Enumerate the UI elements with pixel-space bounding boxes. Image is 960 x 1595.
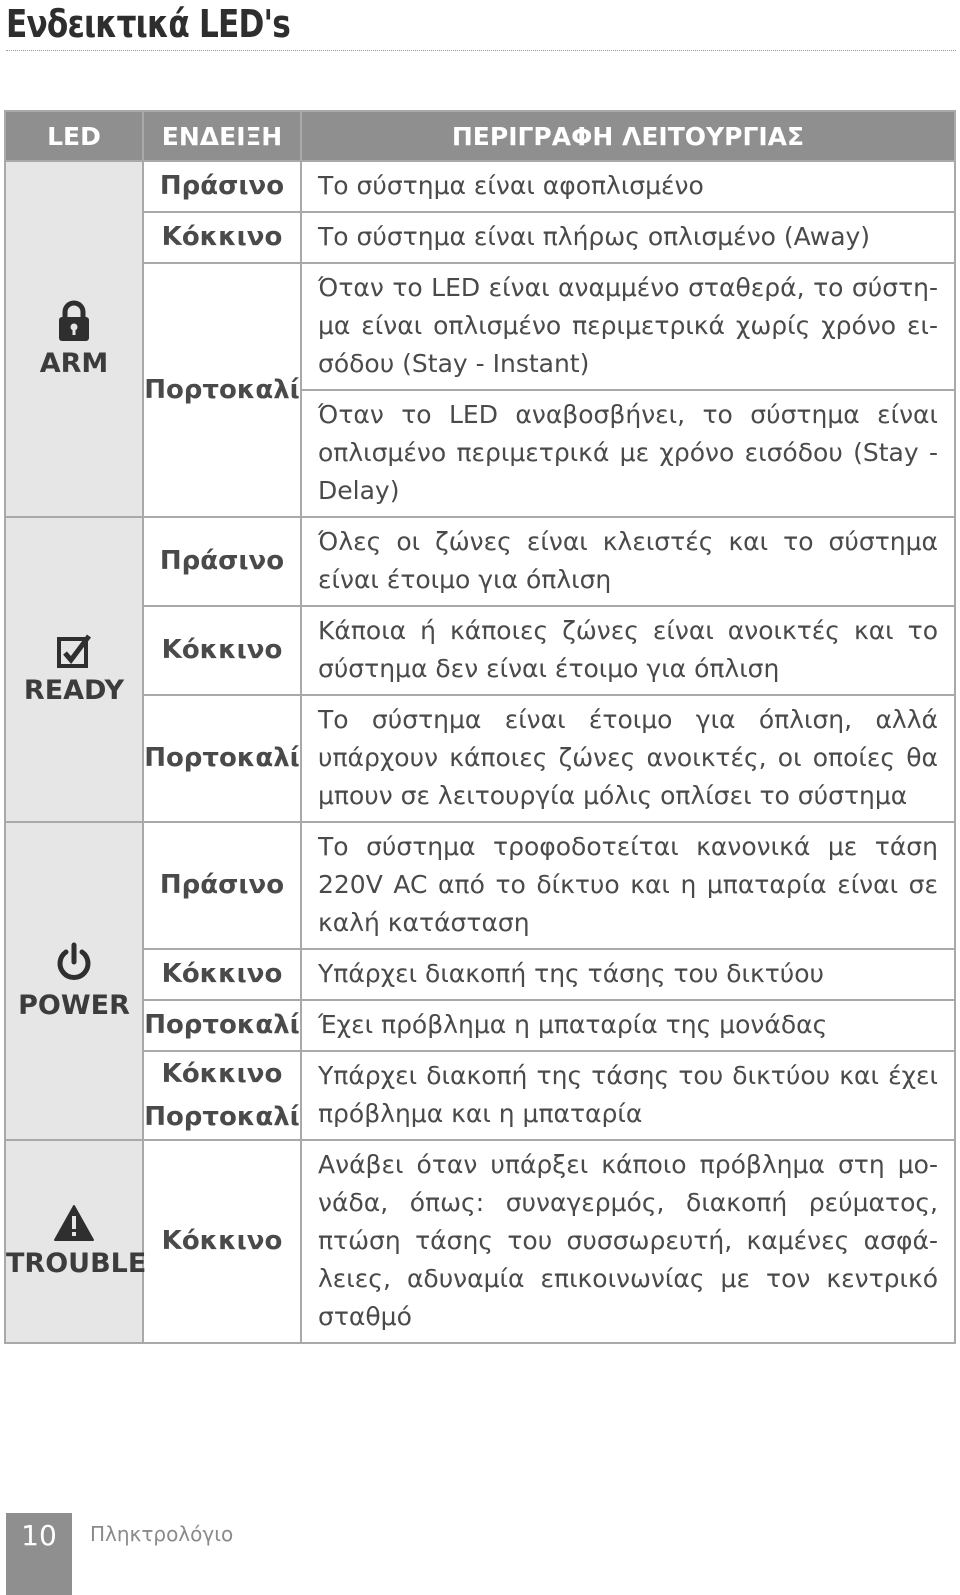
led-label-trouble: TROUBLE	[6, 1248, 147, 1279]
led-cell-arm	[5, 161, 143, 517]
description-cell: Υπάρχει διακοπή της τάσης του δικτύου	[301, 949, 955, 1000]
description-cell: Υπάρχει διακοπή της τάσης του δικτύου και έχει πρόβλημα και η μπαταρία	[301, 1051, 955, 1140]
table-row	[5, 606, 955, 695]
indication-line: Πορτοκαλί	[144, 1101, 300, 1132]
indication-cell: Πράσινο	[143, 822, 301, 949]
led-cell-power	[5, 822, 143, 1140]
led-label-power: POWER	[18, 989, 130, 1021]
led-table	[4, 110, 956, 1344]
description-cell: Έχει πρόβλημα η μπαταρία της μονάδας	[301, 1000, 955, 1051]
description-cell: Το σύστημα είναι έτοιμο για όπλιση, αλλά υπάρχουν κάποιες ζώνες ανοικτές, οι οποίες θα μπουν σε λειτουργία μόλις οπλίσει το σύστημα	[301, 695, 955, 822]
description-cell: Όταν το LED αναβοσβήνει, το σύστημα είναι οπλισμένο περιμετρικά με χρόνο εισόδου (Stay - Delay)	[301, 390, 955, 517]
page-number-box	[6, 1513, 72, 1595]
page-title: Ενδεικτικά LED's	[6, 2, 290, 46]
table-row	[5, 212, 955, 263]
header-description: ΠΕΡΙΓΡΑΦΗ ΛΕΙΤΟΥΡΓΙΑΣ	[301, 111, 955, 161]
description-cell: Ανάβει όταν υπάρξει κάποιο πρόβλημα στη μο- νάδα, όπως: συναγερμός, διακοπή ρεύματος, πτώση τάσης του συσσωρευτή, καμένες ασφά- λειες, αδυναμία επικοινωνίας με τον κεντρικό σταθμό	[301, 1140, 955, 1343]
indication-line: Κόκκινο	[161, 1058, 283, 1089]
title-divider	[6, 50, 956, 51]
led-cell-trouble	[5, 1140, 147, 1343]
indication-cell: Κόκκινο	[143, 212, 301, 263]
indication-cell: Πράσινο	[143, 161, 301, 212]
table-row	[5, 161, 955, 212]
table-row	[5, 949, 955, 1000]
power-icon	[54, 942, 94, 984]
table-row	[5, 1140, 955, 1343]
table-header-row	[5, 111, 955, 161]
description-cell: Το σύστημα είναι πλήρως οπλισμένο (Away)	[301, 212, 955, 263]
footer-label: Πληκτρολόγιο	[90, 1522, 234, 1546]
indication-cell: Κόκκινο	[143, 1140, 301, 1343]
header-indication: ΕΝΔΕΙΞΗ	[143, 111, 301, 161]
description-cell: Όταν το LED είναι αναμμένο σταθερά, το σύστη- μα είναι οπλισμένο περιμετρικά χωρίς χρόνο ει- σόδου (Stay - Instant)	[301, 263, 955, 390]
indication-cell: Κόκκινο	[143, 949, 301, 1000]
page-number: 10	[21, 1519, 57, 1552]
indication-cell: Πορτοκαλί	[143, 1000, 301, 1051]
indication-cell	[143, 1051, 301, 1140]
lock-icon	[57, 300, 91, 342]
description-cell: Όλες οι ζώνες είναι κλειστές και το σύστημα είναι έτοιμο για όπλιση	[301, 517, 955, 606]
checkbox-icon	[56, 633, 92, 669]
description-cell: Το σύστημα τροφοδοτείται κανονικά με τάση 220V AC από το δίκτυο και η μπαταρία είναι σε καλή κατάσταση	[301, 822, 955, 949]
table-row	[5, 695, 955, 822]
indication-cell: Πορτοκαλί	[143, 695, 301, 822]
warning-icon	[53, 1204, 95, 1242]
led-label-arm: ARM	[39, 347, 109, 379]
led-label-ready: READY	[23, 675, 125, 706]
table-row	[5, 1000, 955, 1051]
header-led: LED	[5, 111, 143, 161]
indication-cell: Πράσινο	[143, 517, 301, 606]
led-cell-ready	[5, 517, 143, 822]
description-cell: Κάποια ή κάποιες ζώνες είναι ανοικτές και το σύστημα δεν είναι έτοιμο για όπλιση	[301, 606, 955, 695]
table-row	[5, 517, 955, 606]
indication-cell: Κόκκινο	[143, 606, 301, 695]
indication-cell: Πορτοκαλί	[143, 263, 301, 517]
table-row	[5, 263, 955, 390]
table-row	[5, 1051, 955, 1140]
table-row	[5, 822, 955, 949]
description-cell: Το σύστημα είναι αφοπλισμένο	[301, 161, 955, 212]
